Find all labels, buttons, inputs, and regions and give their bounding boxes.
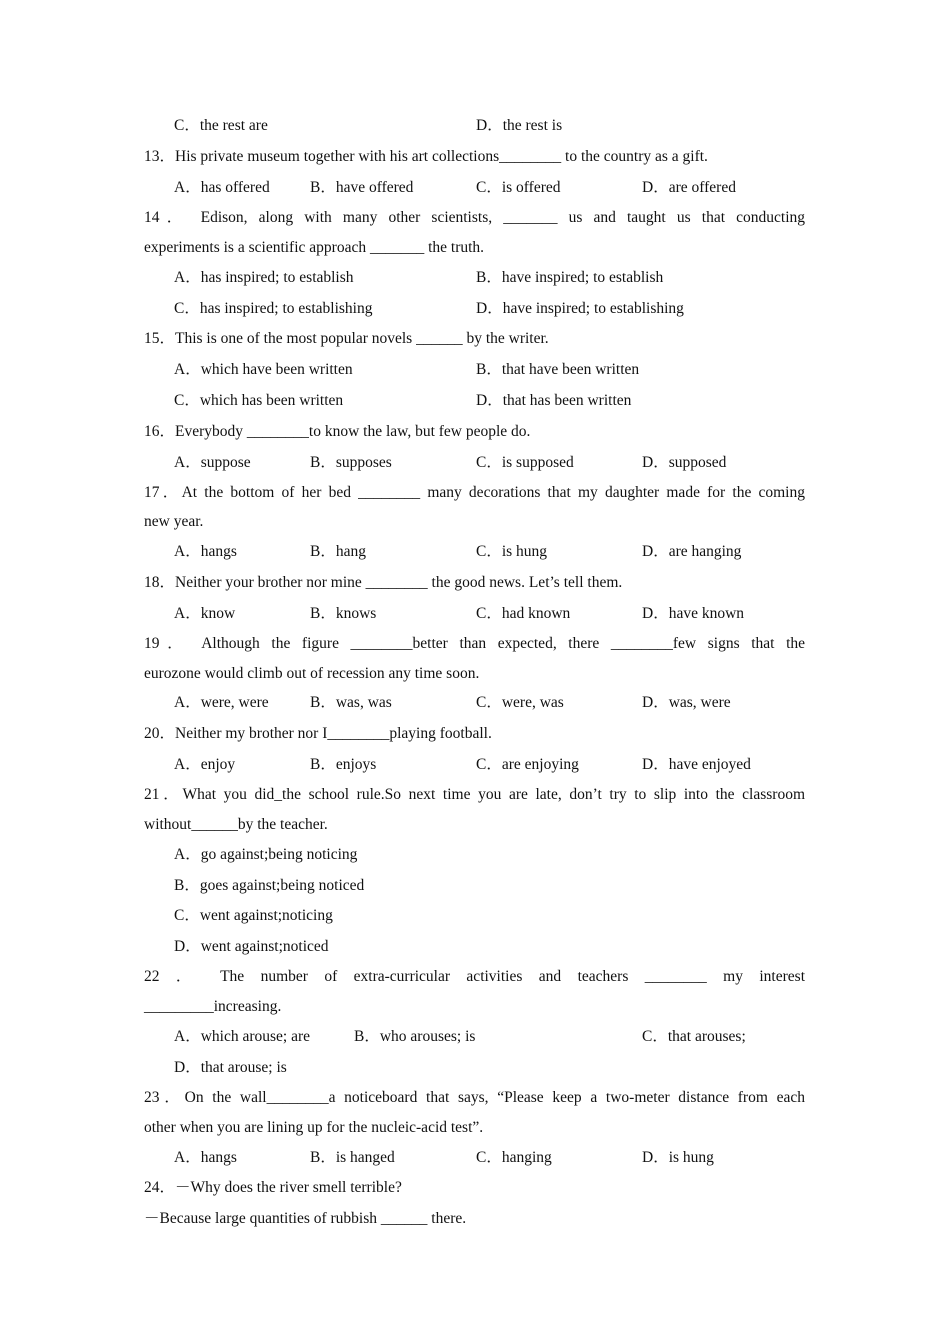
q19-stem-line2: eurozone would climb out of recession any time soon. xyxy=(144,665,480,682)
q20-option-a[interactable]: A．enjoy xyxy=(174,756,236,773)
q24-dialogue-line2: －Because large quantities of rubbish ______ there. xyxy=(144,1210,467,1227)
q21-option-c[interactable]: C．went against;noticing xyxy=(174,907,333,924)
q14-stem-line2: experiments is a scientific approach _______ the truth. xyxy=(144,239,485,256)
q20-option-d[interactable]: D．have enjoyed xyxy=(642,756,751,773)
q14-option-d[interactable]: D．have inspired; to establishing xyxy=(476,300,684,317)
q22-option-a[interactable]: A．which arouse; are xyxy=(174,1028,311,1045)
q13-option-b[interactable]: B．have offered xyxy=(310,179,414,196)
q21-option-a[interactable]: A．go against;being noticing xyxy=(174,846,358,863)
q19-option-c[interactable]: C．were, was xyxy=(476,694,564,711)
q14-stem-line1: 14． Edison, along with many other scientists, _______ us and taught us that conducting xyxy=(144,209,805,226)
q15-option-d[interactable]: D．that has been written xyxy=(476,392,632,409)
q13-option-c[interactable]: C．is offered xyxy=(476,179,561,196)
q22-option-c[interactable]: C．that arouses; xyxy=(642,1028,746,1045)
q15-option-b[interactable]: B．that have been written xyxy=(476,361,640,378)
q17-option-b[interactable]: B．hang xyxy=(310,543,366,560)
q15-stem: 15．This is one of the most popular novels ______ by the writer. xyxy=(144,330,549,347)
q19-option-b[interactable]: B．was, was xyxy=(310,694,392,711)
q23-option-b[interactable]: B．is hanged xyxy=(310,1149,395,1166)
q21-option-b[interactable]: B．goes against;being noticed xyxy=(174,877,365,894)
q14-option-a[interactable]: A．has inspired; to establish xyxy=(174,269,354,286)
q14-option-c[interactable]: C．has inspired; to establishing xyxy=(174,300,373,317)
q16-option-d[interactable]: D．supposed xyxy=(642,454,727,471)
q15-option-a[interactable]: A．which have been written xyxy=(174,361,353,378)
q13-stem: 13．His private museum together with his art collections________ to the country as a gift. xyxy=(144,148,708,165)
q24-dialogue-line1: 24．－Why does the river smell terrible? xyxy=(144,1179,402,1196)
q12-option-c[interactable]: C．the rest are xyxy=(174,117,268,134)
q16-option-c[interactable]: C．is supposed xyxy=(476,454,574,471)
q17-option-d[interactable]: D．are hanging xyxy=(642,543,742,560)
q23-option-a[interactable]: A．hangs xyxy=(174,1149,237,1166)
q22-stem-line1: 22 ． The number of extra-curricular activities and teachers ________ my interest xyxy=(144,968,805,985)
q22-option-b[interactable]: B．who arouses; is xyxy=(354,1028,476,1045)
q23-stem-line2: other when you are lining up for the nucleic-acid test”. xyxy=(144,1119,484,1136)
q21-option-d[interactable]: D．went against;noticed xyxy=(174,938,329,955)
q20-option-c[interactable]: C．are enjoying xyxy=(476,756,579,773)
q18-option-c[interactable]: C．had known xyxy=(476,605,571,622)
q20-stem: 20．Neither my brother nor I________playing football. xyxy=(144,725,492,742)
q16-option-b[interactable]: B．supposes xyxy=(310,454,392,471)
q18-option-a[interactable]: A．know xyxy=(174,605,236,622)
q21-stem-line2: without______by the teacher. xyxy=(144,816,328,833)
q21-stem-line1: 21．What you did_the school rule.So next time you are late, don’t try to slip into the classroom xyxy=(144,786,805,803)
q14-option-b[interactable]: B．have inspired; to establish xyxy=(476,269,664,286)
q17-option-c[interactable]: C．is hung xyxy=(476,543,548,560)
q23-stem-line1: 23．On the wall________a noticeboard that says, “Please keep a two-meter distance from each xyxy=(144,1089,805,1106)
q22-stem-line2: _________increasing. xyxy=(144,998,282,1015)
q17-stem-line1: 17．At the bottom of her bed ________ many decorations that my daughter made for the coming xyxy=(144,484,805,501)
q18-option-d[interactable]: D．have known xyxy=(642,605,745,622)
q22-option-d[interactable]: D．that arouse; is xyxy=(174,1059,287,1076)
q20-option-b[interactable]: B．enjoys xyxy=(310,756,377,773)
q17-option-a[interactable]: A．hangs xyxy=(174,543,237,560)
q15-option-c[interactable]: C．which has been written xyxy=(174,392,344,409)
q19-stem-line1: 19． Although the figure ________better than expected, there ________few signs that the xyxy=(144,635,805,652)
q19-option-d[interactable]: D．was, were xyxy=(642,694,731,711)
q16-option-a[interactable]: A．suppose xyxy=(174,454,251,471)
q13-option-a[interactable]: A．has offered xyxy=(174,179,270,196)
q19-option-a[interactable]: A．were, were xyxy=(174,694,269,711)
q13-option-d[interactable]: D．are offered xyxy=(642,179,736,196)
q23-option-d[interactable]: D．is hung xyxy=(642,1149,714,1166)
q18-option-b[interactable]: B．knows xyxy=(310,605,377,622)
q23-option-c[interactable]: C．hanging xyxy=(476,1149,552,1166)
q18-stem: 18．Neither your brother nor mine ________ the good news. Let’s tell them. xyxy=(144,574,623,591)
q12-option-d[interactable]: D．the rest is xyxy=(476,117,563,134)
q16-stem: 16．Everybody ________to know the law, but few people do. xyxy=(144,423,531,440)
q17-stem-line2: new year. xyxy=(144,513,204,530)
